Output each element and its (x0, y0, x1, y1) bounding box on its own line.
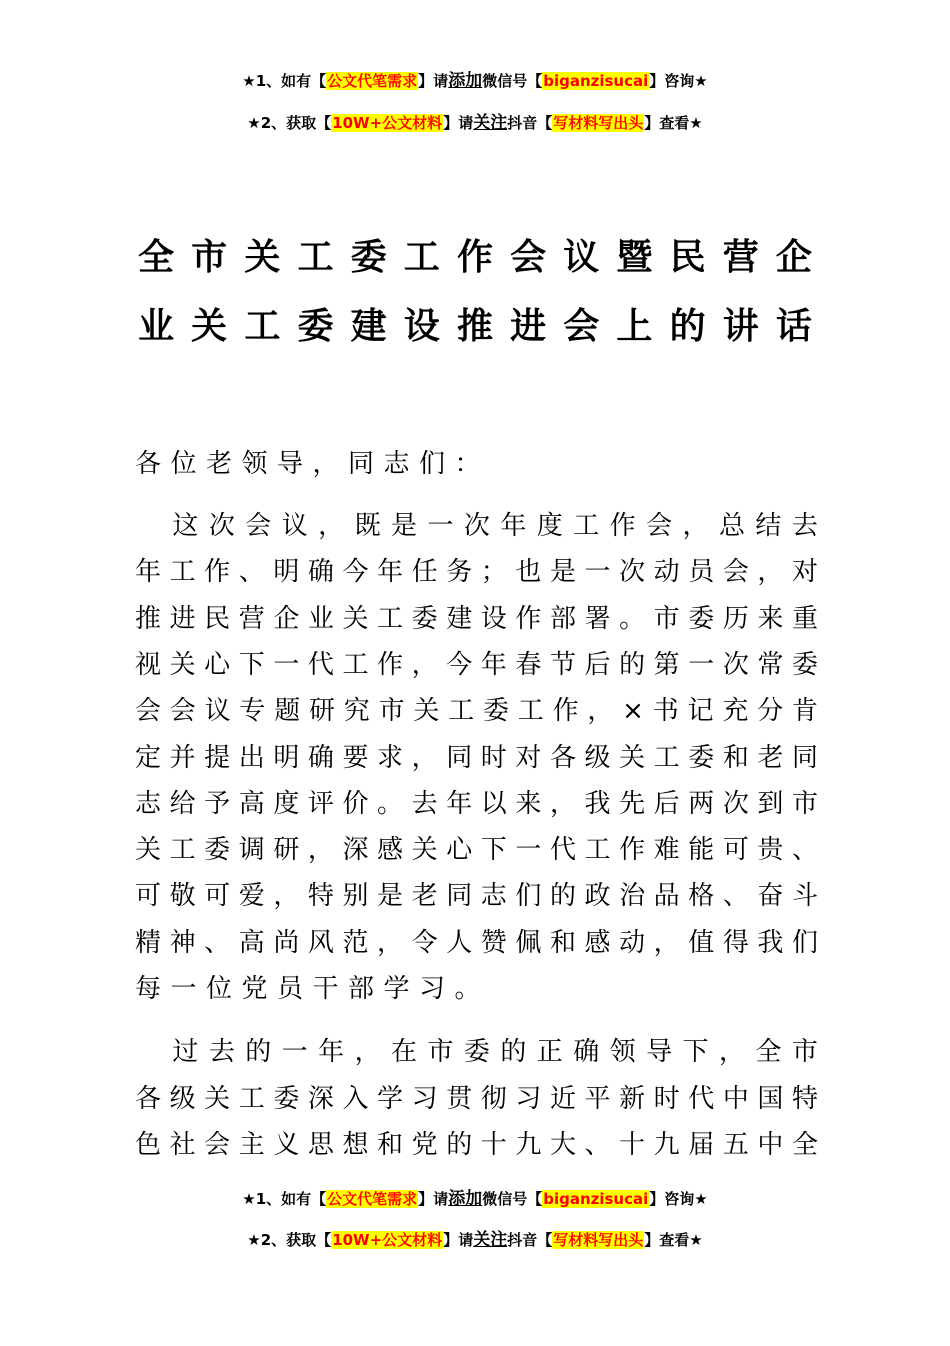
title-char: 全 (138, 237, 175, 278)
body-text-line: 关 工 委 调 研 ， 深 感 关 心 下 一 代 工 作 难 能 可 贵 、 (135, 835, 818, 865)
promo-highlight: 10W+公文材料 (332, 114, 443, 132)
title-char: 讲 (722, 306, 759, 347)
title-char: 的 (669, 306, 706, 347)
title-char: 企 (775, 237, 812, 278)
promo-underline: 添加 (448, 71, 483, 91)
body-text-line: 视 关 心 下 一 代 工 作 ， 今 年 春 节 后 的 第 一 次 常 委 (135, 650, 818, 680)
promo-text: 】查看★ (644, 114, 703, 132)
title-char: 作 (456, 237, 493, 278)
promo-text: 抖音【 (507, 1231, 553, 1249)
title-char: 会 (563, 306, 600, 347)
title-char: 推 (456, 306, 493, 347)
title-char: 工 (244, 306, 281, 347)
title-char: 营 (722, 237, 759, 278)
title-char: 工 (403, 237, 440, 278)
body-text-line: 会 会 议 专 题 研 究 市 关 工 委 工 作 ， × 书 记 充 分 肯 (135, 696, 818, 726)
body-text-line: 每一位党员干部学习。 (135, 974, 491, 1004)
douyin-highlight: 写材料写出头 (553, 114, 644, 132)
footer-promo-line-2 (0, 1230, 950, 1250)
body-text-line: 可 敬 可 爱 ， 特 别 是 老 同 志 们 的 政 治 品 格 、 奋 斗 (135, 881, 818, 911)
promo-text: ★2、获取【 (247, 114, 332, 132)
promo-text: ★1、如有【 (242, 1190, 327, 1208)
promo-text: ★2、获取【 (247, 1231, 332, 1249)
promo-text: 】请 (418, 1190, 449, 1208)
title-char: 市 (191, 237, 228, 278)
promo-text: 微信号【 (482, 72, 543, 90)
title-char: 委 (297, 306, 334, 347)
body-text-line: 志 给 予 高 度 评 价 。 去 年 以 来 ， 我 先 后 两 次 到 市 (135, 789, 818, 819)
promo-text: 】请 (418, 72, 449, 90)
promo-highlight: 公文代笔需求 (327, 72, 418, 90)
header-promo-line-2 (0, 113, 950, 133)
promo-text: 】咨询★ (649, 72, 708, 90)
promo-underline: 添加 (448, 1189, 483, 1209)
promo-text: 】请 (443, 114, 474, 132)
title-char: 民 (669, 237, 706, 278)
title-char: 上 (616, 306, 653, 347)
title-char: 关 (244, 237, 281, 278)
title-char: 暨 (616, 237, 653, 278)
title-char: 业 (138, 306, 175, 347)
title-char: 关 (191, 306, 228, 347)
title-char: 会 (510, 237, 547, 278)
promo-underline: 关注 (473, 1230, 508, 1250)
body-text-line: 过 去 的 一 年 ， 在 市 委 的 正 确 领 导 下 ， 全 市 (172, 1037, 818, 1067)
douyin-highlight: 写材料写出头 (553, 1231, 644, 1249)
salutation: 各位老领导，同志们： (135, 449, 491, 479)
title-char: 议 (563, 237, 600, 278)
title-char: 委 (350, 237, 387, 278)
title-char: 话 (775, 306, 812, 347)
title-char: 工 (297, 237, 334, 278)
promo-text: 】咨询★ (649, 1190, 708, 1208)
promo-underline: 关注 (473, 113, 508, 133)
page-title-line-1 (138, 236, 812, 280)
promo-highlight: 公文代笔需求 (327, 1190, 418, 1208)
page-title-line-2 (138, 305, 812, 349)
body-text-line: 年 工 作 、 明 确 今 年 任 务 ； 也 是 一 次 动 员 会 ， 对 (135, 557, 818, 587)
body-text-line: 定 并 提 出 明 确 要 求 ， 同 时 对 各 级 关 工 委 和 老 同 (135, 743, 818, 773)
body-text-line: 各 级 关 工 委 深 入 学 习 贯 彻 习 近 平 新 时 代 中 国 特 (135, 1084, 818, 1114)
title-char: 建 (350, 306, 387, 347)
promo-text: 】查看★ (644, 1231, 703, 1249)
promo-text: ★1、如有【 (242, 72, 327, 90)
title-char: 设 (403, 306, 440, 347)
body-text-line: 这 次 会 议 ， 既 是 一 次 年 度 工 作 会 ， 总 结 去 (172, 511, 818, 541)
body-text-line: 色 社 会 主 义 思 想 和 党 的 十 九 大 、 十 九 届 五 中 全 (135, 1130, 818, 1160)
wechat-id-highlight: biganzisucai (543, 72, 649, 90)
wechat-id-highlight: biganzisucai (543, 1190, 649, 1208)
body-text-line: 精 神 、 高 尚 风 范 ， 令 人 赞 佩 和 感 动 ， 值 得 我 们 (135, 928, 818, 958)
title-char: 进 (510, 306, 547, 347)
promo-text: 微信号【 (482, 1190, 543, 1208)
body-text-line: 推 进 民 营 企 业 关 工 委 建 设 作 部 署 。 市 委 历 来 重 (135, 604, 818, 634)
footer-promo-line-1 (0, 1189, 950, 1209)
promo-text: 抖音【 (507, 114, 553, 132)
header-promo-line-1 (0, 71, 950, 91)
promo-highlight: 10W+公文材料 (332, 1231, 443, 1249)
promo-text: 】请 (443, 1231, 474, 1249)
